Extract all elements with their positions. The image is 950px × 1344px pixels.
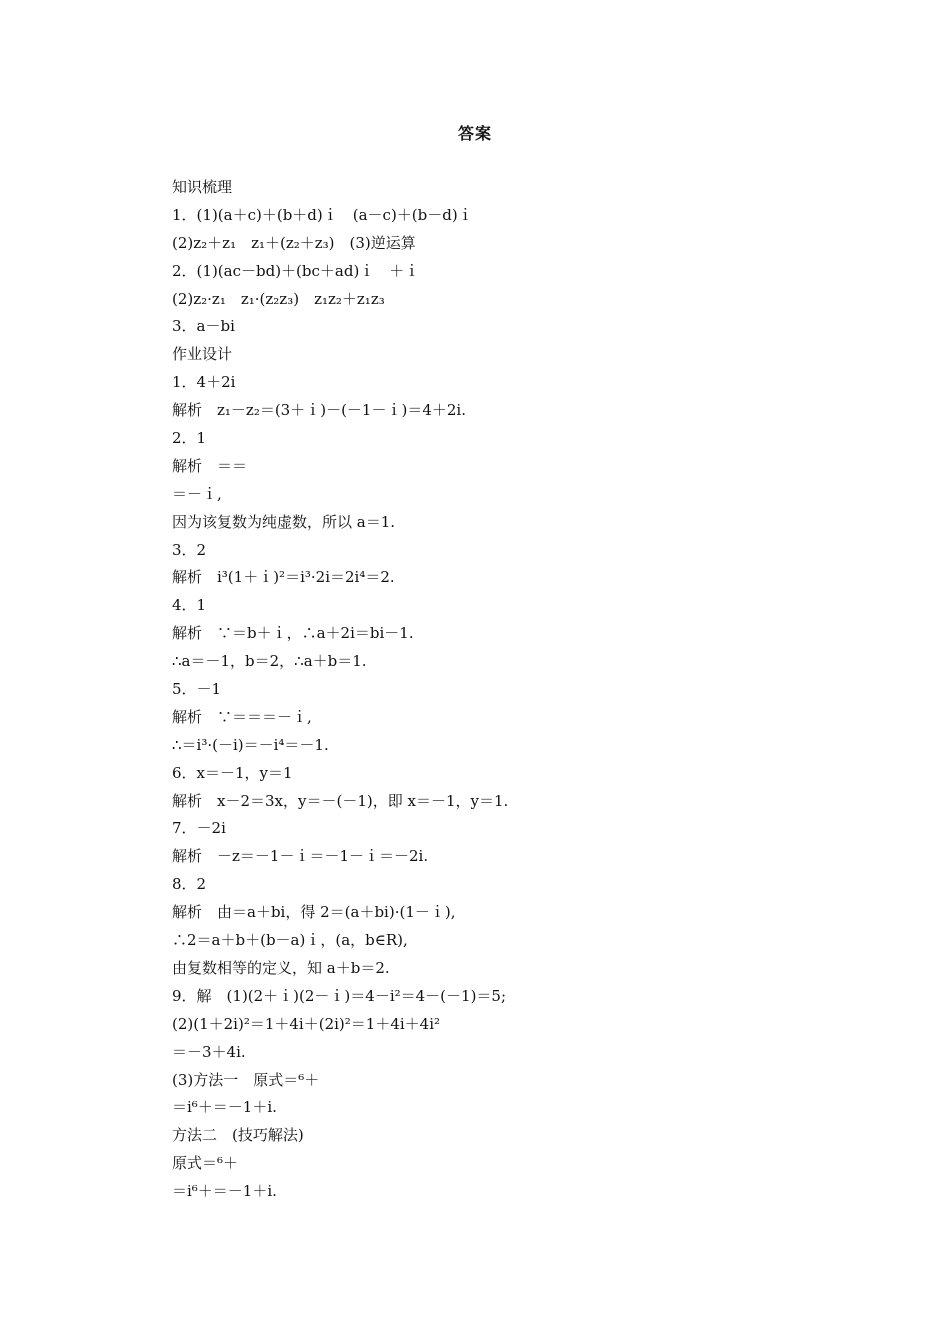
text-line: 3．a－bi	[172, 317, 235, 336]
text-line: ＝i⁶＋＝－1＋i.	[172, 1098, 277, 1117]
text-line: ∴a＝－1，b＝2，∴a＋b＝1.	[172, 652, 367, 671]
text-line: 1．(1)(a＋c)＋(b＋d)ｉ (a－c)＋(b－d)ｉ	[172, 205, 473, 224]
text-line: ＝i⁶＋＝－1＋i.	[172, 1182, 277, 1201]
text-line: 1．4＋2i	[172, 373, 236, 392]
text-line: ＝－ｉ,	[172, 484, 222, 503]
text-line: 解析 x－2＝3x，y＝－(－1)，即 x＝－1，y＝1.	[172, 791, 509, 810]
text-line: 解析 －z＝－1－ｉ＝－1－ｉ＝－2i.	[172, 847, 429, 866]
text-line: 2．(1)(ac－bd)＋(bc＋ad)ｉ ＋ｉ	[172, 261, 420, 280]
text-line: 解析 z₁－z₂＝(3＋ｉ)－(－1－ｉ)＝4＋2i.	[172, 401, 466, 420]
text-line: 作业设计	[172, 345, 233, 364]
text-line: 6．x＝－1，y＝1	[172, 763, 293, 782]
text-line: 解析 ∵＝b＋ｉ，∴a＋2i＝bi－1.	[172, 624, 414, 643]
text-line: 解析 ＝＝	[172, 456, 248, 475]
text-line: 5．－1	[172, 680, 222, 699]
text-line: (3)方法一 原式＝⁶＋	[172, 1070, 320, 1089]
text-line: (2)z₂·z₁ z₁·(z₂z₃) z₁z₂＋z₁z₃	[172, 289, 385, 308]
text-line: 8．2	[172, 875, 207, 894]
text-line: ＝－3＋4i.	[172, 1042, 246, 1061]
text-line: ∴＝i³·(－i)＝－i⁴＝－1.	[172, 735, 329, 754]
text-line: 因为该复数为纯虚数，所以 a＝1.	[172, 512, 396, 531]
text-line: 9．解 (1)(2＋ｉ)(2－ｉ)＝4－i²＝4－(－1)＝5;	[172, 986, 507, 1005]
text-line: 知识梳理	[172, 178, 233, 196]
text-line: 7．－2i	[172, 819, 226, 838]
text-line: (2)z₂＋z₁ z₁＋(z₂＋z₃) (3)逆运算	[172, 233, 416, 252]
text-line: 由复数相等的定义，知 a＋b＝2.	[172, 958, 390, 977]
text-line: 原式＝⁶＋	[172, 1154, 239, 1173]
text-line: ∴2＝a＋b＋(b－a)ｉ，(a，b∈R),	[172, 931, 408, 950]
text-line: 方法二 (技巧解法)	[172, 1126, 304, 1145]
text-line: (2)(1＋2i)²＝1＋4i＋(2i)²＝1＋4i＋4i²	[172, 1014, 441, 1033]
page-title: 答案	[457, 124, 492, 143]
answer-body	[172, 174, 792, 1206]
text-line: 4．1	[172, 596, 207, 615]
text-line: 3．2	[172, 540, 207, 559]
text-line: 解析 由＝a＋bi，得 2＝(a＋bi)·(1－ｉ),	[172, 903, 456, 922]
text-line: 解析 i³(1＋ｉ)²＝i³·2i＝2i⁴＝2.	[172, 568, 395, 587]
text-line: 解析 ∵＝＝＝－ｉ,	[172, 707, 312, 726]
text-line: 2．1	[172, 429, 207, 448]
